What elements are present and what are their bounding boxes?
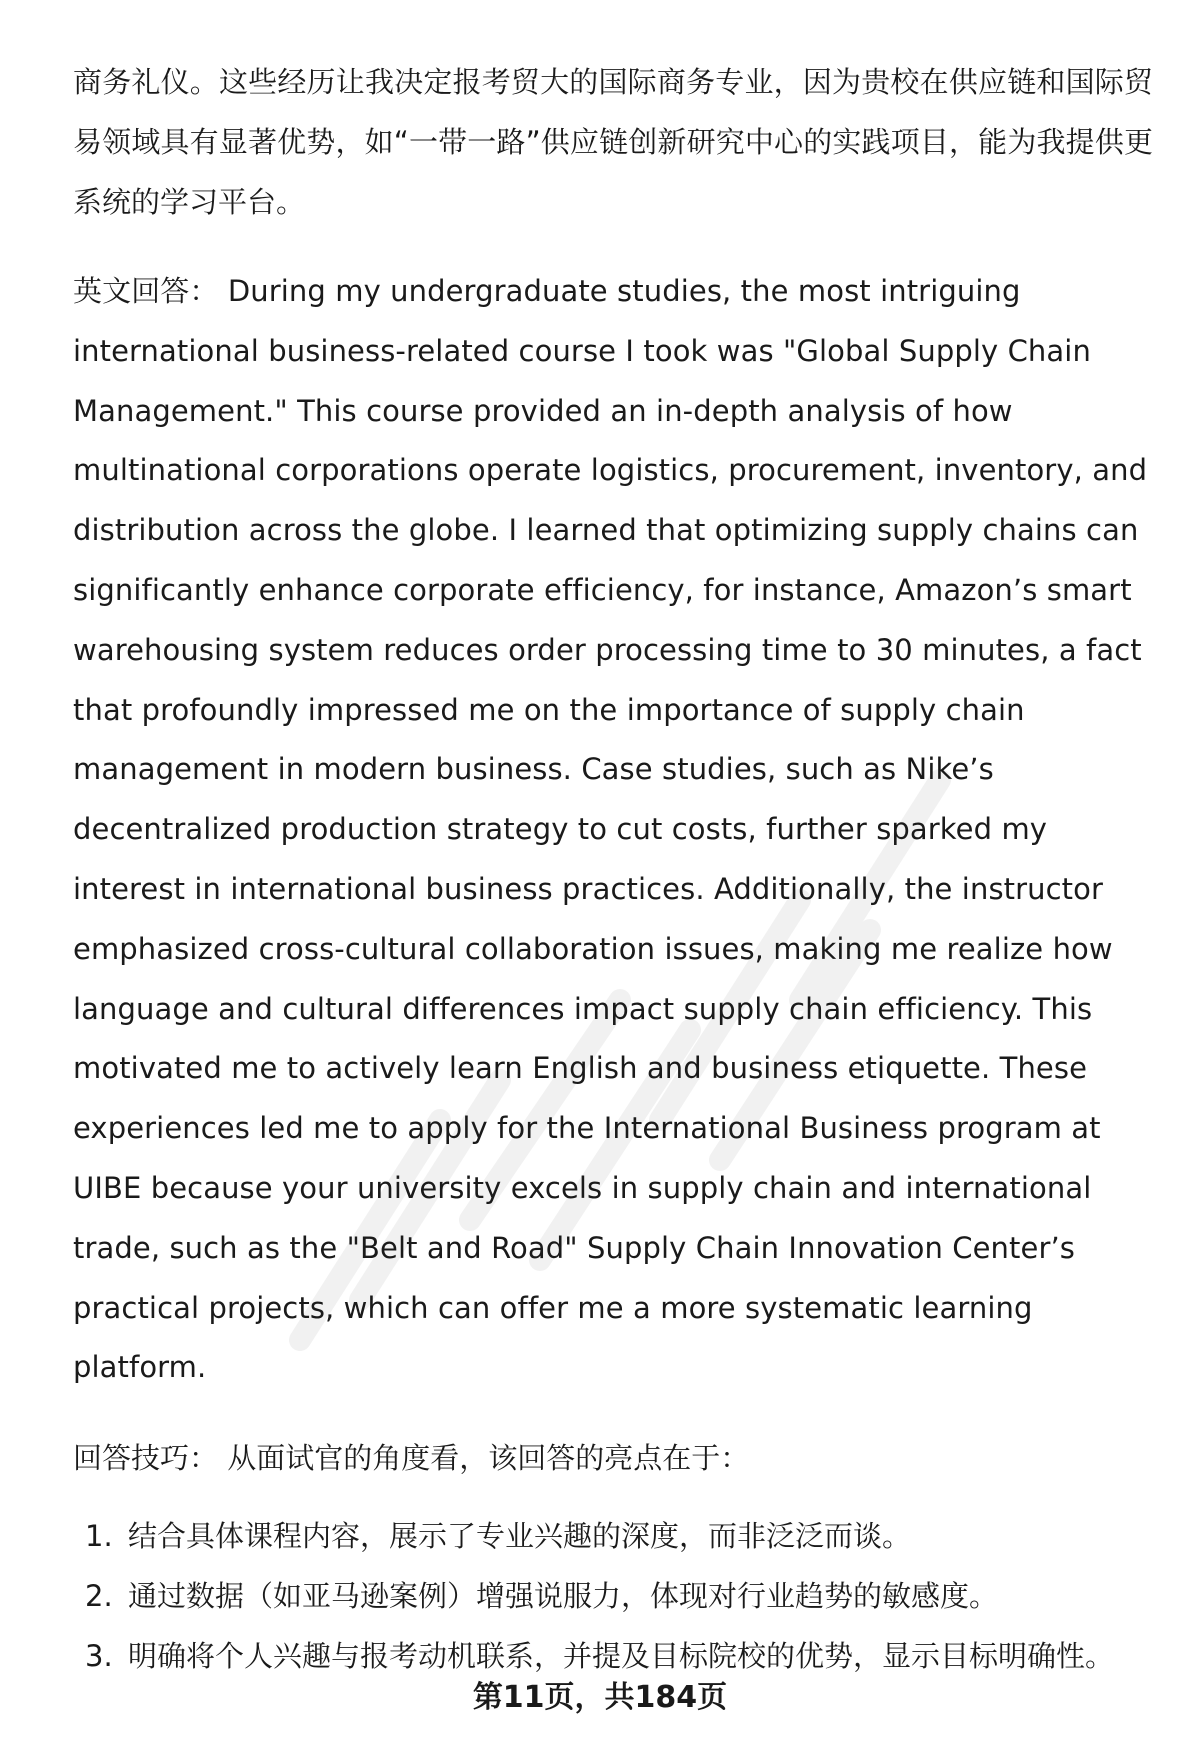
list-item-text: 通过数据（如亚马逊案例）增强说服力，体现对行业趋势的敏感度。 — [128, 1579, 999, 1614]
english-answer-paragraph: 英文回答： During my undergraduate studies, the most intriguing international business-related course I took was "Global Supply Chain Management." This course provided an in-depth analysis of how multinational corporations operate logistics, procurement, inventory, and distribution across the globe. I learned that optimizing supply chains can significantly enhance corporate efficiency, for instance, Amazon’s smart warehousing system reduces order processing time to 30 minutes, a fact that profoundly impressed me on the importance of supply chain management in modern business. Case studies, such as Nike’s decentralized production strategy to cut costs, further sparked my interest in international business practices. Additionally, the instructor emphasized cross-cultural collaboration issues, making me realize how language and cultural differences impact supply chain efficiency. This motivated me to actively learn English and business etiquette. These experiences led me to apply for the International Business program at UIBE because your university excels in supply chain and international trade, such as the "Belt and Road" Supply Chain Innovation Center’s practical projects, which can offer me a more systematic learning platform. — [73, 274, 1148, 1385]
chinese-answer-continuation: 商务礼仪。这些经历让我决定报考贸大的国际商务专业，因为贵校在供应链和国际贸易领域具有显著优势，如“一带一路”供应链创新研究中心的实践项目，能为我提供更系统的学习平台。 — [73, 65, 1153, 219]
list-item — [73, 1566, 1153, 1626]
tips-list — [73, 1506, 1153, 1686]
list-item-number: 3. — [85, 1639, 113, 1674]
list-item — [73, 1506, 1153, 1566]
list-item-text: 结合具体课程内容，展示了专业兴趣的深度，而非泛泛而谈。 — [128, 1519, 912, 1554]
list-item-number: 2. — [85, 1579, 113, 1614]
document-body — [73, 52, 1153, 1686]
page-number-footer: 第11页，共184页 — [472, 1680, 728, 1715]
answer-tips-heading: 回答技巧： 从面试官的角度看，该回答的亮点在于： — [73, 1441, 750, 1476]
list-item-number: 1. — [85, 1519, 113, 1554]
list-item-text: 明确将个人兴趣与报考动机联系，并提及目标院校的优势，显示目标明确性。 — [128, 1639, 1115, 1674]
